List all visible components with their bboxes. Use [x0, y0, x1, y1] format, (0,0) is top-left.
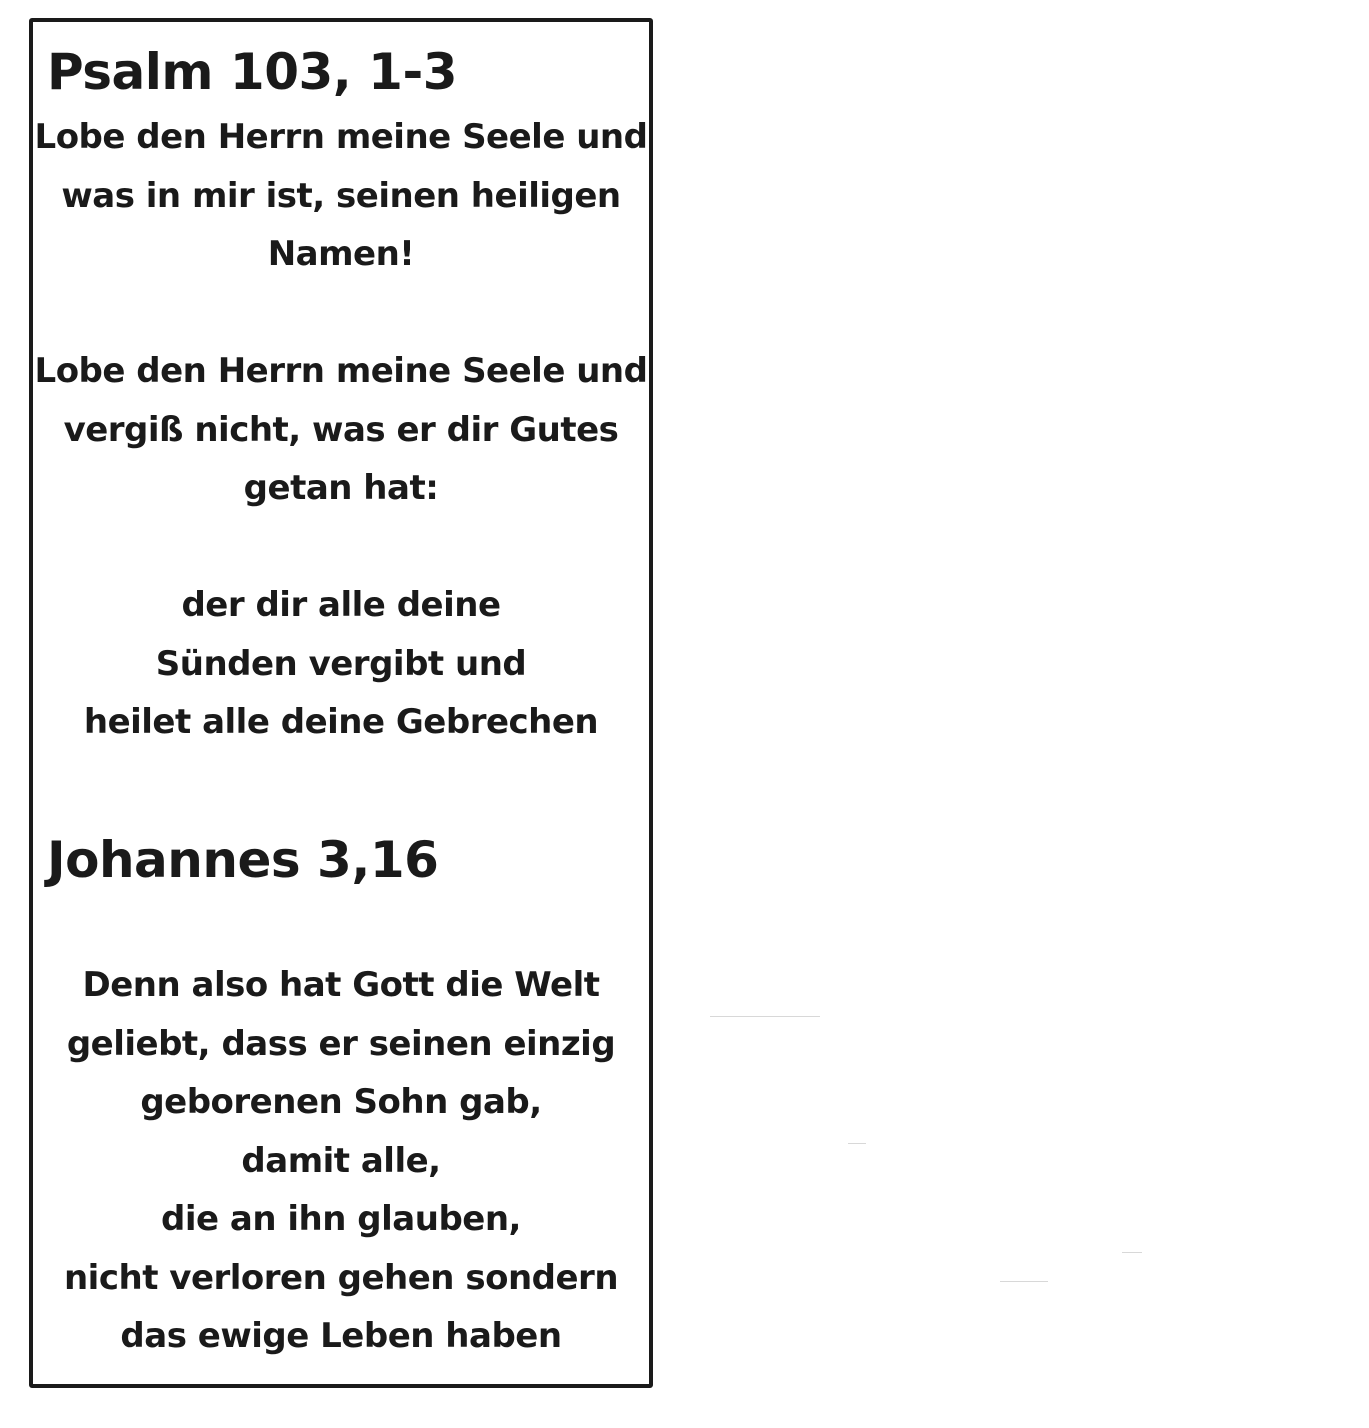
verse-line: was in mir ist, seinen heiligen — [61, 175, 621, 216]
verse-line: Lobe den Herrn meine Seele und — [34, 117, 648, 157]
scripture-card — [29, 18, 653, 1388]
verse-line: geborenen Sohn gab, — [140, 1082, 542, 1122]
scan-speck — [848, 1143, 866, 1144]
verse-line: damit alle, — [241, 1140, 441, 1181]
psalm-verse-1 — [33, 108, 649, 284]
verse-line: das ewige Leben haben — [120, 1316, 562, 1356]
scan-speck — [1000, 1281, 1048, 1282]
verse-line: Namen! — [267, 234, 415, 274]
psalm-verse-3 — [33, 576, 649, 752]
psalm-heading: Psalm 103, 1-3 — [47, 43, 458, 101]
psalm-verse-2 — [33, 342, 649, 518]
johannes-heading: Johannes 3,16 — [47, 831, 439, 889]
verse-line: Sünden vergibt und — [155, 643, 527, 684]
verse-line: vergiß nicht, was er dir Gutes — [63, 409, 619, 450]
scan-speck — [1122, 1252, 1142, 1253]
verse-line: nicht verloren gehen sondern — [63, 1257, 619, 1298]
verse-line: getan hat: — [243, 468, 439, 508]
verse-line: die an ihn glauben, — [161, 1199, 521, 1239]
verse-line: geliebt, dass er seinen einzig — [66, 1023, 616, 1064]
scan-speck — [710, 1016, 820, 1017]
verse-line: Lobe den Herrn meine Seele und — [34, 351, 648, 391]
verse-line: Denn also hat Gott die Welt — [82, 965, 600, 1005]
verse-line: der dir alle deine — [181, 585, 501, 625]
verse-line: heilet alle deine Gebrechen — [83, 702, 599, 742]
johannes-verse — [33, 956, 649, 1366]
